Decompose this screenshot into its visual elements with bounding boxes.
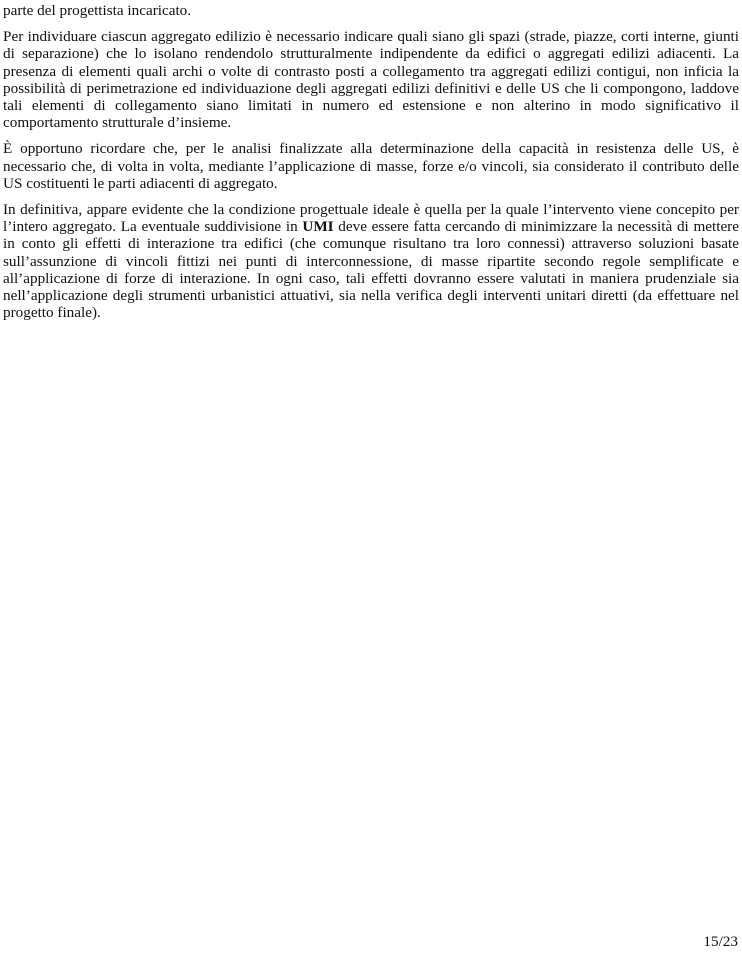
paragraph-umi-after: deve essere fatta cercando di minimizzare la necessità di mettere in conto gli effetti di interazione tra edifici (che comunque risultano tra loro connessi) attraverso soluzioni basate sull’assunzione di vincoli fittizi nei punti di interconnessione, di masse ripartite secondo regole semplificate e all’applicazione di forze di interazione. In ogni caso, tali effetti dovranno essere valutati in maniera prudenziale sia nell’applicazione degli strumenti urbanistici attuativi, sia nella verifica degli interventi unitari diretti (da effettuare nel progetto finale). bbox=[3, 218, 739, 322]
page-number: 15/23 bbox=[703, 933, 738, 950]
paragraph-umi-before: In definitiva, appare evidente che la condizione progettuale ideale è quella per la quale l’intervento viene concepito per l’intero aggregato. La eventuale suddivisione in bbox=[3, 201, 739, 236]
paragraph-continuation: parte del progettista incaricato. bbox=[3, 2, 192, 19]
paragraph-umi-subdivision bbox=[3, 201, 739, 321]
document-body bbox=[3, 2, 739, 330]
umi-term: UMI bbox=[302, 218, 334, 236]
paragraph-aggregato-identification: Per individuare ciascun aggregato edilizio è necessario indicare quali siano gli spazi (strade, piazze, corti interne, giunti di separazione) che lo isolano rendendolo strutturalmente indipendente da edifici o aggregati edilizi adiacenti. La presenza di elementi quali archi o volte di contrasto posti a collegamento tra aggregati edilizi contigui, non inficia la possibilità di perimetrazione ed individuazione degli aggregati edilizi definitivi e delle US che li compongono, laddove tali elementi di collegamento siano limitati in numero ed estensione e non alterino in modo significativo il comportamento strutturale d’insieme. bbox=[3, 28, 739, 132]
paragraph-us-analysis: È opportuno ricordare che, per le analisi finalizzate alla determinazione della capacità in resistenza delle US, è necessario che, di volta in volta, mediante l’applicazione di masse, forze e/o vincoli, sia considerato il contributo delle US costituenti le parti adiacenti di aggregato. bbox=[3, 140, 739, 192]
